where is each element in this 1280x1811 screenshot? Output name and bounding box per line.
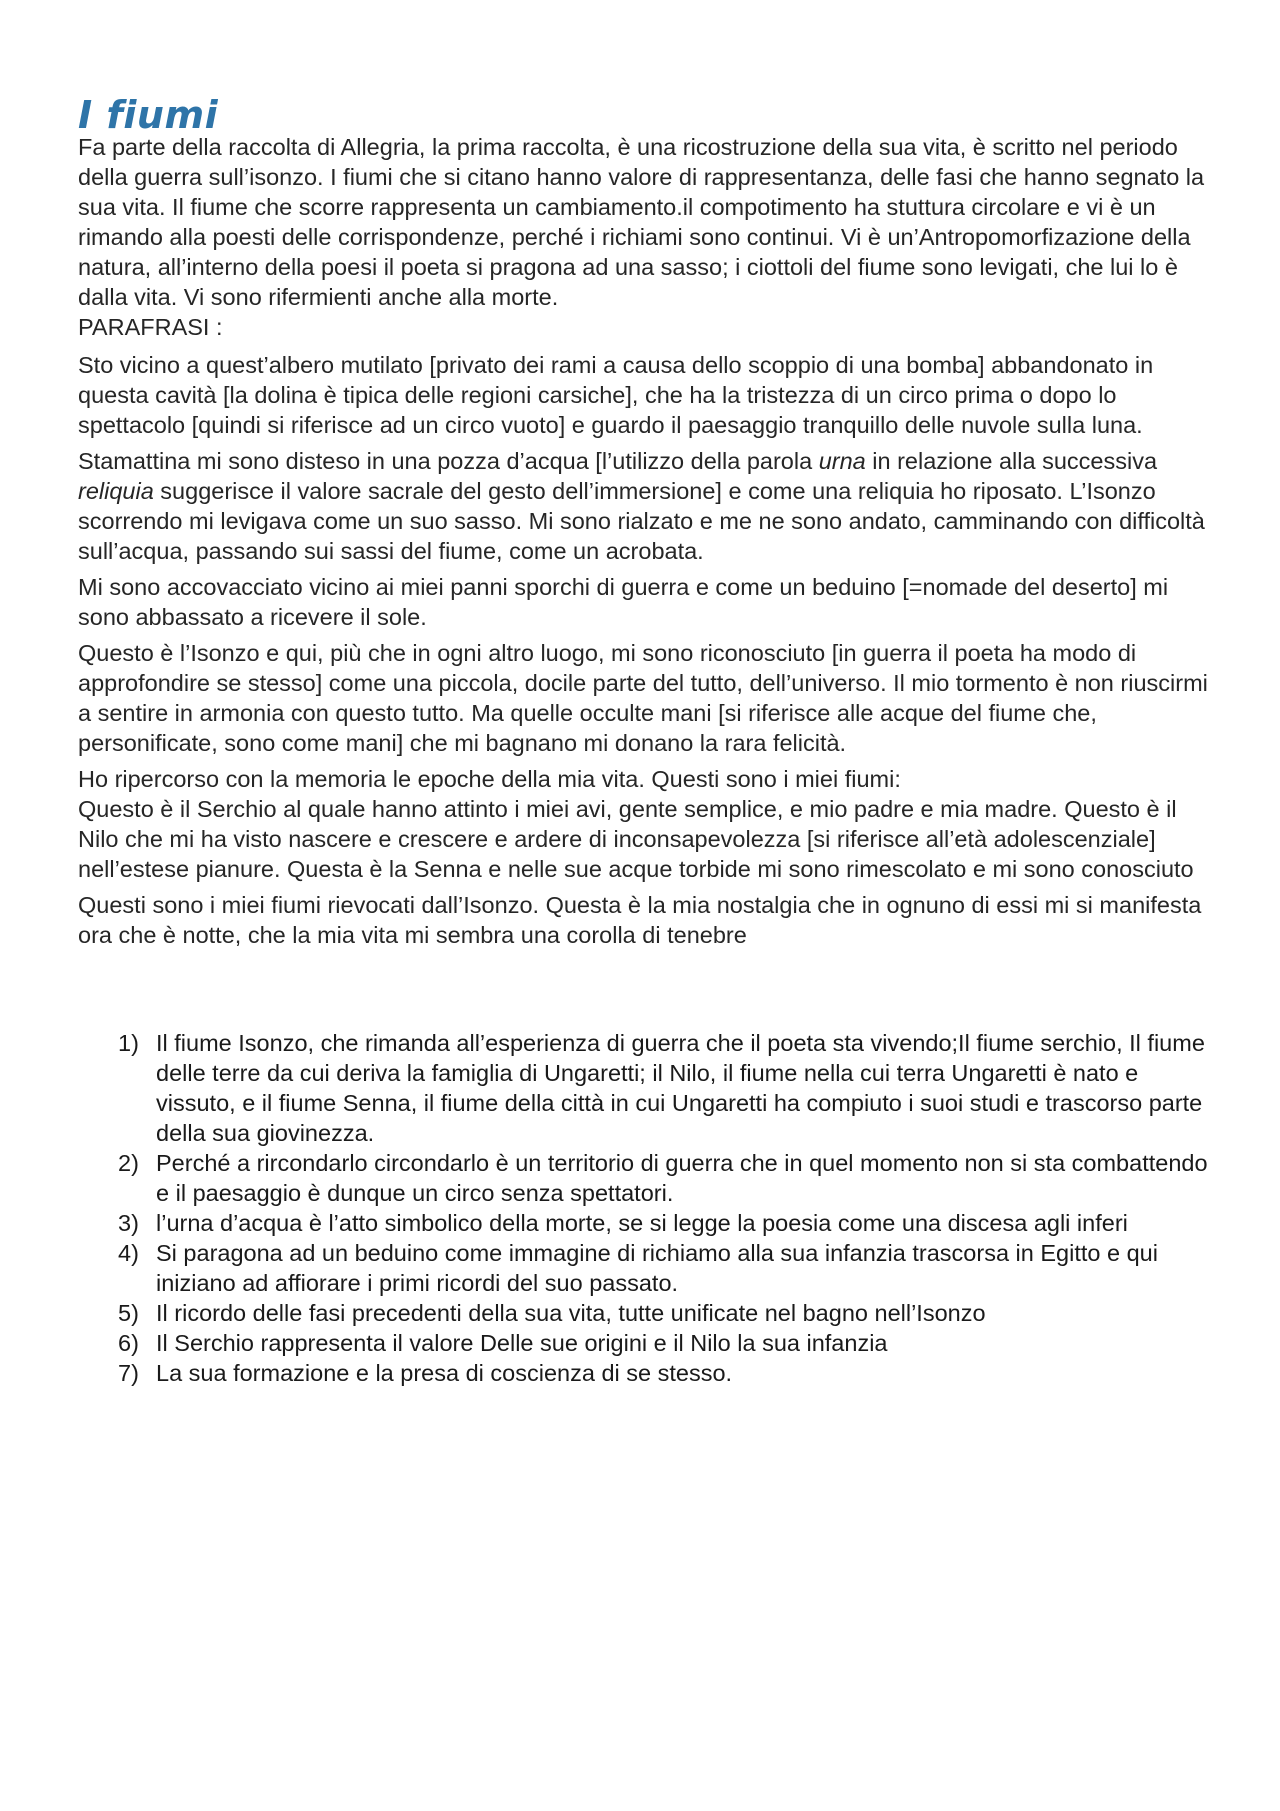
list-text: La sua formazione e la presa di coscienza di se stesso. (156, 1360, 733, 1386)
list-text: l’urna d’acqua è l’atto simbolico della morte, se si legge la poesia come una discesa agli inferi (156, 1210, 1128, 1236)
list-item (78, 1208, 1208, 1238)
list-text: Il ricordo delle fasi precedenti della sua vita, tutte unificate nel bagno nell’Isonzo (156, 1300, 986, 1326)
paraphrase-paragraph-1: Sto vicino a quest’albero mutilato [privato dei rami a causa dello scoppio di una bomba] abbandonato in questa cavità [la dolina è tipica delle regioni carsiche], che ha la tristezza di un circo prima o dopo lo spettacolo [quindi si riferisce ad un circo vuoto] e guardo il paesaggio tranquillo delle nuvole sulla luna. (78, 352, 1154, 438)
paraphrase-paragraph-5b: Questo è il Serchio al quale hanno attinto i miei avi, gente semplice, e mio padre e mia madre. Questo è il Nilo che mi ha visto nascere e crescere e ardere di inconsapevolezza [si riferisce all’età adolescenziale] nell’estese pianure. Questa è la Senna e nelle sue acque torbide mi sono rimescolato e mi sono conosciuto (78, 796, 1194, 882)
paraphrase-paragraph-5a: Ho ripercorso con la memoria le epoche della mia vita. Questi sono i miei fiumi: (78, 766, 901, 792)
paraphrase-paragraph-3: Mi sono accovacciato vicino ai miei panni sporchi di guerra e come un beduino [=nomade del deserto] mi sono abbassato a ricevere il sole. (78, 574, 1169, 630)
list-text: Il fiume Isonzo, che rimanda all’esperienza di guerra che il poeta sta vivendo;Il fiume serchio, Il fiume delle terre da cui deriva la famiglia di Ungaretti; il Nilo, il fiume nella cui terra Ungaretti è nato e vissuto, e il fiume Senna, il fiume della città in cui Ungaretti ha compiuto i suoi studi e trascorso parte della sua giovinezza. (156, 1030, 1205, 1146)
list-item (78, 1238, 1208, 1298)
document-title: I fiumi (78, 93, 219, 137)
list-number: 6) (118, 1330, 139, 1356)
paraphrase-paragraph-2 (78, 446, 1208, 566)
list-number: 4) (118, 1240, 139, 1266)
list-number: 5) (118, 1300, 139, 1326)
list-item (78, 1328, 1208, 1358)
paraphrase-paragraph-4: Questo è l’Isonzo e qui, più che in ogni altro luogo, mi sono riconosciuto [in guerra il poeta ha modo di approfondire se stesso] come una piccola, docile parte del tutto, dell’universo. Il mio tormento è non riuscirmi a sentire in armonia con questo tutto. Ma quelle occulte mani [si riferisce alle acque del fiume che, personificate, sono come mani] che mi bagnano mi donano la rara felicità. (78, 640, 1208, 756)
paraphrase-text: Stamattina mi sono disteso in una pozza d’acqua [l’utilizzo della parola (78, 448, 819, 474)
spacer (78, 956, 1208, 1028)
emphasis-urna: urna (818, 448, 866, 474)
list-number: 1) (118, 1030, 139, 1056)
list-number: 2) (118, 1150, 139, 1176)
document-page (78, 92, 1208, 1388)
intro-paragraph: Fa parte della raccolta di Allegria, la prima raccolta, è una ricostruzione della sua vita, è scritto nel periodo della guerra sull’isonzo. I fiumi che si citano hanno valore di rappresentanza, delle fasi che hanno segnato la sua vita. Il fiume che scorre rappresenta un cambiamento.il compotimento ha stuttura circolare e vi è un rimando alla poesti delle corrispondenze, perché i richiami sono continui. Vi è un’Antropomorfizazione della natura, all’interno della poesi il poeta si pragona ad una sasso; i ciottoli del fiume sono levigati, che lui lo è dalla vita. Vi sono rifermienti anche alla morte. (78, 134, 1205, 310)
answers-list (78, 1028, 1208, 1388)
list-text: Il Serchio rappresenta il valore Delle sue origini e il Nilo la sua infanzia (156, 1330, 888, 1356)
parafrasi-label: PARAFRASI : (78, 314, 223, 340)
list-item (78, 1148, 1208, 1208)
paraphrase-text: suggerisce il valore sacrale del gesto dell’immersione] e come una reliquia ho riposato. L’Isonzo scorrendo mi levigava come un suo sasso. Mi sono rialzato e me ne sono andato, camminando con difficoltà sull’acqua, passando sui sassi del fiume, come un acrobata. (78, 478, 1205, 564)
paraphrase-text: in relazione alla successiva (865, 448, 1158, 474)
list-item (78, 1358, 1208, 1388)
list-number: 3) (118, 1210, 139, 1236)
emphasis-reliquia: reliquia (78, 478, 154, 504)
list-text: Si paragona ad un beduino come immagine di richiamo alla sua infanzia trascorsa in Egitto e qui iniziano ad affiorare i primi ricordi del suo passato. (156, 1240, 1158, 1296)
list-item (78, 1298, 1208, 1328)
list-item (78, 1028, 1208, 1148)
list-number: 7) (118, 1360, 139, 1386)
paraphrase-paragraph-6: Questi sono i miei fiumi rievocati dall’Isonzo. Questa è la mia nostalgia che in ognuno di essi mi si manifesta ora che è notte, che la mia vita mi sembra una corolla di tenebre (78, 892, 1202, 948)
list-text: Perché a rircondarlo circondarlo è un territorio di guerra che in quel momento non si sta combattendo e il paesaggio è dunque un circo senza spettatori. (156, 1150, 1208, 1206)
